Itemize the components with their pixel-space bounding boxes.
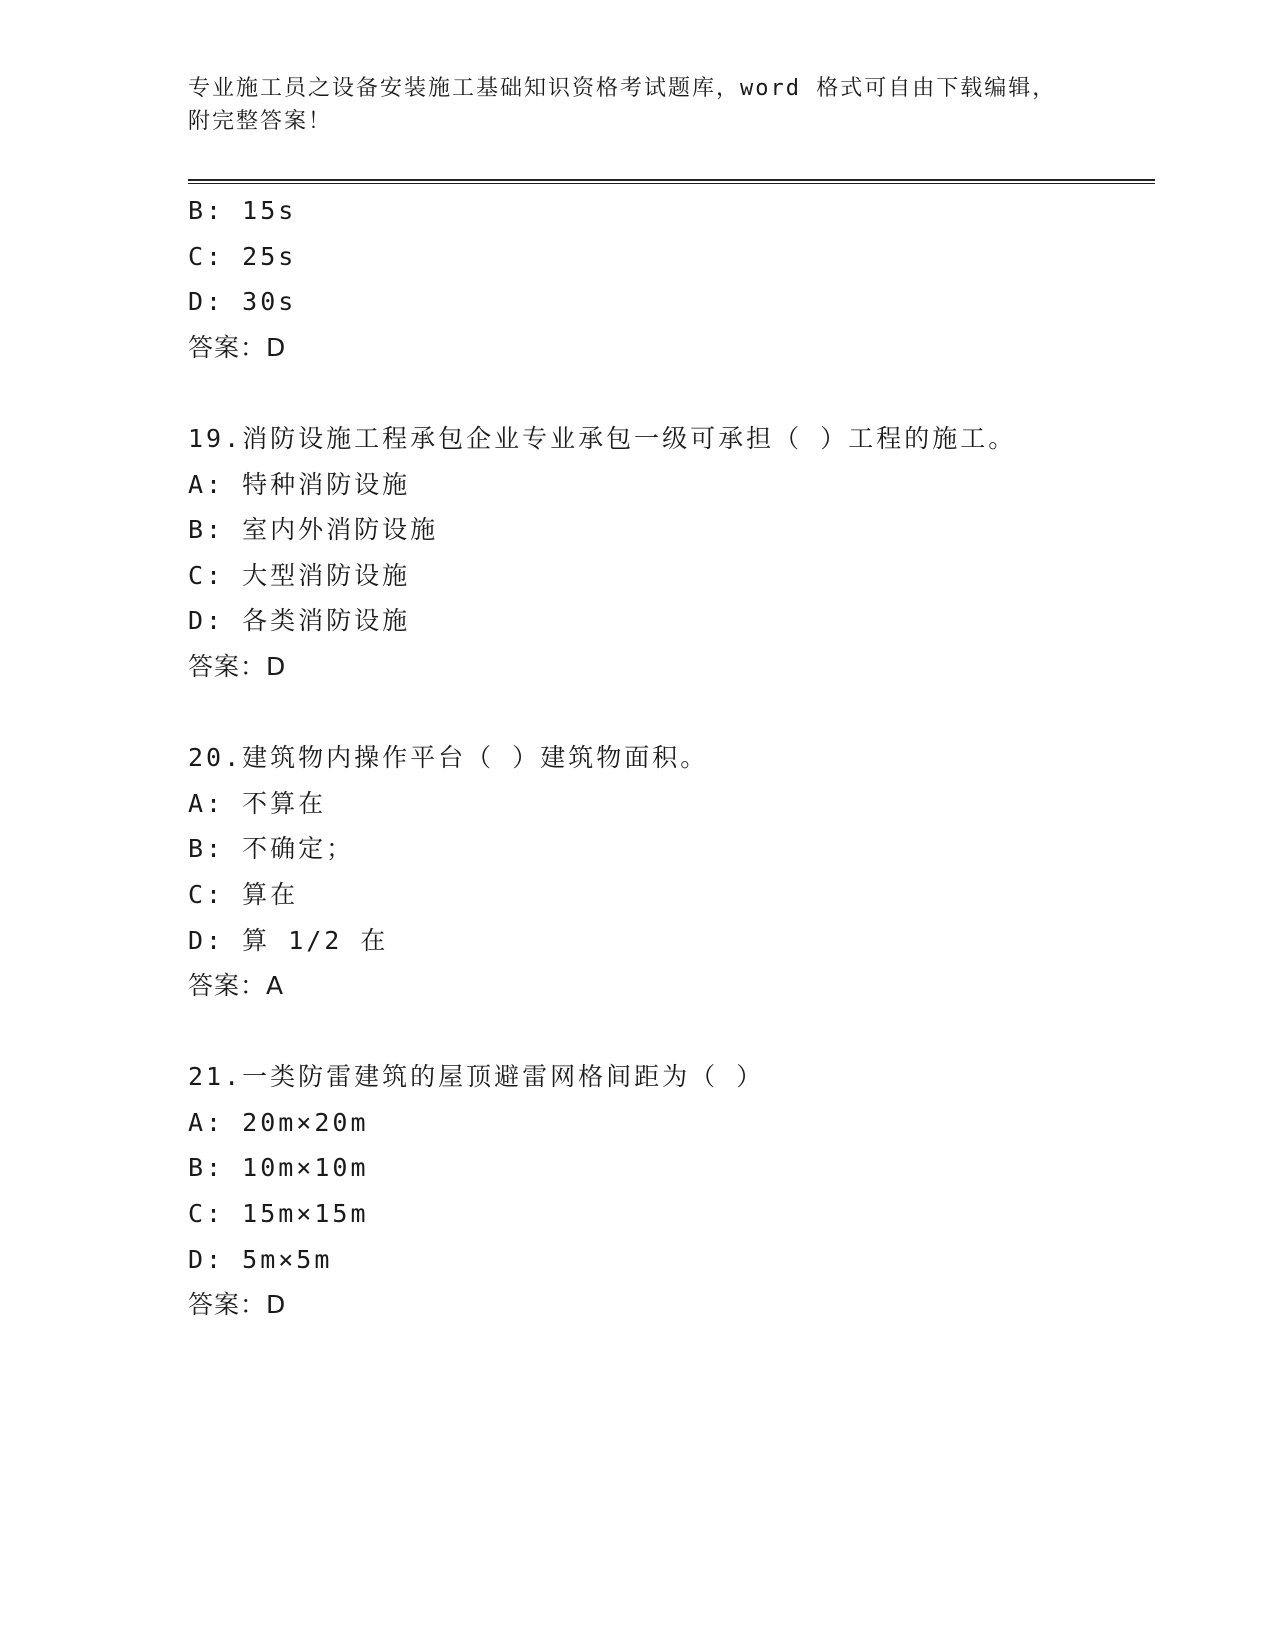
question-20 [188, 735, 1148, 1009]
header-title-line-2: 附完整答案！ [188, 109, 333, 134]
answer-line: 答案：A [188, 971, 285, 1001]
option-b: B: 15s [188, 196, 297, 225]
answer-line: 答案：D [188, 332, 287, 362]
option-b: B: 室内外消防设施 [188, 515, 439, 545]
option-b: B: 不确定； [188, 834, 355, 864]
option-c: C: 大型消防设施 [188, 560, 411, 590]
spacer [188, 690, 1148, 736]
option-d: D: 各类消防设施 [188, 606, 411, 636]
document-header [188, 72, 1118, 138]
header-divider [188, 179, 1155, 184]
question-text: 20.建筑物内操作平台（ ）建筑物面积。 [188, 743, 709, 773]
option-d: D: 5m×5m [188, 1244, 333, 1274]
option-c: C: 15m×15m [188, 1199, 369, 1229]
option-c: C: 算在 [188, 879, 299, 909]
option-a: A: 20m×20m [188, 1107, 369, 1137]
question-text: 19.消防设施工程承包企业专业承包一级可承担（ ）工程的施工。 [188, 423, 1017, 453]
spacer [188, 1009, 1148, 1055]
spacer [188, 370, 1148, 416]
answer-line: 答案：D [188, 651, 287, 681]
question-text: 21.一类防雷建筑的屋顶避雷网格间距为（ ） [188, 1062, 765, 1092]
question-21 [188, 1054, 1148, 1328]
question-list [188, 188, 1148, 1328]
option-d: D: 30s [188, 287, 297, 317]
prev-question-tail [188, 188, 1148, 370]
option-d: D: 算 1/2 在 [188, 925, 389, 955]
answer-line: 答案：D [188, 1290, 287, 1320]
header-title-line-1: 专业施工员之设备安装施工基础知识资格考试题库，word 格式可自由下载编辑， [188, 76, 1057, 101]
question-19 [188, 416, 1148, 690]
option-a: A: 特种消防设施 [188, 469, 411, 499]
option-b: B: 10m×10m [188, 1153, 369, 1183]
option-c: C: 25s [188, 241, 297, 271]
option-a: A: 不算在 [188, 788, 327, 818]
